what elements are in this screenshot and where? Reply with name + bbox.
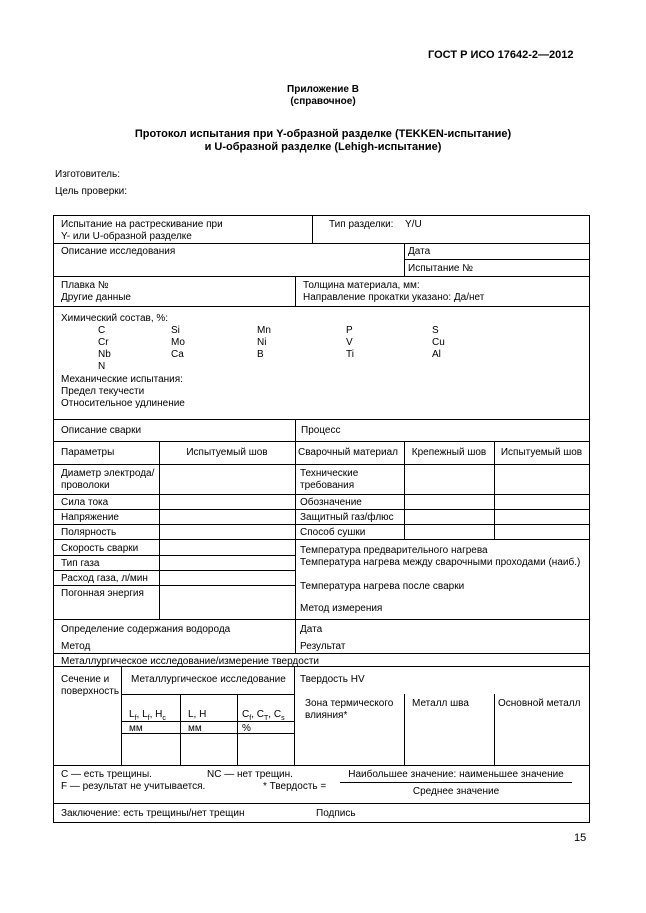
annex-subtitle: (справочное) [290,96,356,107]
metallurgy-label: Металлургическое исследование [131,674,286,685]
conclusion-label: Заключение: есть трещины/нет трещин [61,808,245,819]
legend-cracks: С — есть трещины. [61,769,152,780]
unit-mm-2: мм [188,723,202,734]
chem-element: V [346,337,353,348]
date-label: Дата [408,246,431,257]
hydrogen-label: Определение содержания водорода [61,624,231,635]
base-metal-label: Основной металл [498,698,581,709]
legend-no-cracks: NC — нет трещин. [207,769,293,780]
protocol-title-line2: и U-образной разделке (Lehigh-испытание) [204,141,442,153]
chem-element: C [98,325,106,336]
chem-element: Mn [257,325,271,336]
designation-label: Обозначение [300,497,362,508]
weld-material-header: Сварочный материал [298,447,398,458]
process-label: Процесс [301,425,341,436]
page-number: 15 [574,832,587,844]
signature-label: Подпись [316,808,356,819]
chem-element: Ti [346,349,354,360]
chem-element: Si [171,325,180,336]
groove-type-value: Y/U [405,219,422,230]
thickness-label: Толщина материала, мм: [303,280,420,291]
study-description-label: Описание исследования [61,246,176,257]
cf-ct-cs-label: $C_f$, $C_T$, $C_s$ [242,709,285,722]
chem-element: Al [432,349,441,360]
haz-label-1: Зона термического [305,698,394,709]
chem-element: Nb [98,349,111,360]
crack-test-label-2: Y- или U-образной разделке [61,231,192,242]
legend-not-counted: F — результат не учитывается. [61,781,206,792]
chem-element: S [432,325,439,336]
elongation-label: Относительное удлинение [61,398,185,409]
average-label: Среднее значение [412,786,500,797]
lh-label: L, H [188,709,207,720]
tech-req-label-2: требования [300,480,355,491]
chem-element: Ni [257,337,267,348]
groove-type-label: Тип разделки: [329,219,394,230]
lf-lr-hc-label: $L_f$, $L_f$, $H_c$ [129,709,166,722]
weld-speed-label: Скорость сварки [61,543,139,554]
result-label: Результат [300,641,346,652]
weld-metal-label: Металл шва [412,698,469,709]
chem-element: N [98,361,106,372]
annex-title: Приложение В [287,84,359,95]
tested-seam-header-2: Испытуемый шов [500,447,583,458]
tested-seam-header: Испытуемый шов [186,447,268,458]
manufacturer-label: Изготовитель: [55,169,120,180]
hardness-note: * Твердость = [263,781,327,792]
section-label-1: Сечение и [61,674,110,685]
params-header: Параметры [61,447,115,458]
rolling-direction-label: Направление прокатки указано: Да/нет [303,292,485,303]
mech-tests-title: Механические испытания: [61,374,183,385]
method-label: Метод [61,641,91,652]
haz-label-2: влияния* [305,710,348,721]
other-data-label: Другие данные [61,292,131,303]
electrode-diameter-label-2: проволоки [61,480,110,491]
polarity-label: Полярность [61,527,117,538]
chem-element: B [257,349,264,360]
preheat-label: Температура предварительного нагрева [300,545,488,556]
max-min-label: Наибольшее значение: наименьшее значение [348,769,564,780]
weld-description-label: Описание сварки [61,425,142,436]
voltage-label: Напряжение [61,512,119,523]
heat-number-label: Плавка № [61,280,109,291]
tech-req-label-1: Технические [300,468,359,479]
electrode-diameter-label-1: Диаметр электрода/ [61,468,155,479]
test-number-label: Испытание № [408,263,473,274]
hardness-label: Твердость HV [300,674,365,685]
chem-element: Cr [98,337,109,348]
chem-element: Cu [432,337,445,348]
chem-title: Химический состав, %: [61,313,169,324]
chem-element: P [346,325,353,336]
drying-label: Способ сушки [300,527,366,538]
chem-element: Ca [171,349,184,360]
unit-percent: % [242,723,251,734]
current-label: Сила тока [61,497,109,508]
heat-input-label: Погонная энергия [61,588,144,599]
protocol-title-line1: Протокол испытания при Y-образной разделке (TEKKEN-испытание) [134,128,512,140]
unit-mm-1: мм [129,723,143,734]
yield-strength-label: Предел текучести [61,386,145,397]
chem-element: Mo [171,337,185,348]
section-label-2: поверхность [61,686,120,697]
gas-flow-label: Расход газа, л/мин [61,573,148,584]
shield-gas-label: Защитный газ/флюс [300,512,394,523]
postweld-label: Температура нагрева после сварки [300,581,465,592]
fixing-seam-header: Крепежный шов [411,447,487,458]
purpose-label: Цель проверки: [55,186,128,197]
metallurgy-title: Металлургическое исследование/измерение твердости [61,656,319,667]
standard-number: ГОСТ Р ИСО 17642-2—2012 [428,49,574,61]
measure-method-label: Метод измерения [300,603,383,614]
crack-test-label-1: Испытание на растрескивание при [61,219,223,230]
gas-type-label: Тип газа [61,558,100,569]
hydrogen-date-label: Дата [300,624,323,635]
interpass-label: Температура нагрева между сварочными проходами (наиб.) [300,557,581,568]
